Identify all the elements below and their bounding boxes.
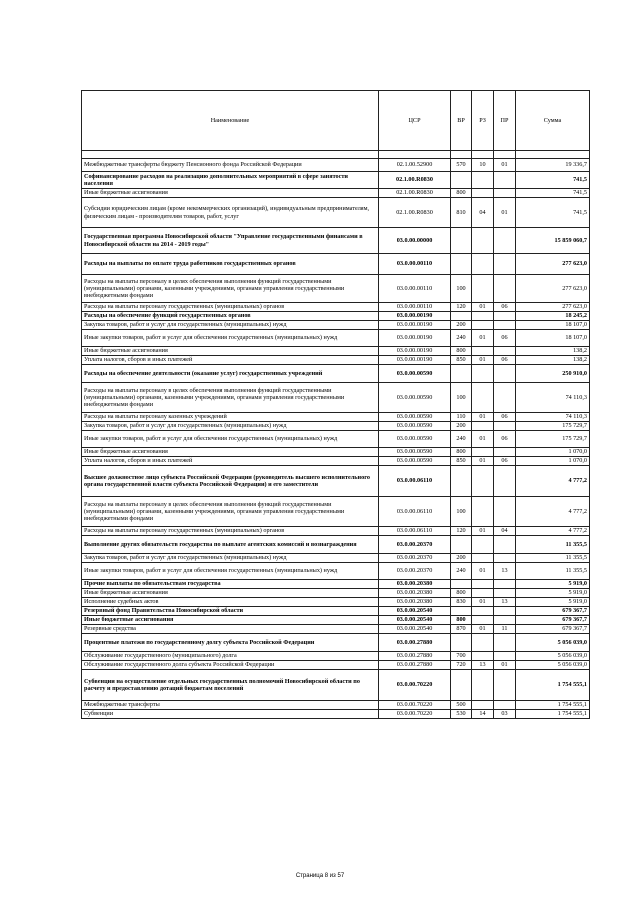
cell-rz: 01 xyxy=(472,356,494,365)
cell-csr: 03.0.00.20370 xyxy=(379,563,451,580)
table-row xyxy=(82,254,590,275)
cell-name: Софинансирование расходов на реализацию дополнительных мероприятий в сфере занятости населения xyxy=(82,172,379,189)
cell-vr: 700 xyxy=(451,652,472,661)
cell-vr: 530 xyxy=(451,710,472,719)
cell-sum: 11 355,5 xyxy=(516,536,590,554)
cell-sum: 5 056 039,0 xyxy=(516,652,590,661)
table-row xyxy=(82,554,590,563)
cell-vr: 800 xyxy=(451,448,472,457)
header-vr: ВР xyxy=(451,91,472,151)
cell-pr xyxy=(494,701,516,710)
table-row xyxy=(82,497,590,527)
cell-name: Расходы на обеспечение деятельности (оказание услуг) государственных учреждений xyxy=(82,365,379,383)
table-row xyxy=(82,356,590,365)
cell-sum: 679 367,7 xyxy=(516,616,590,625)
cell-pr: 06 xyxy=(494,413,516,422)
cell-vr: 830 xyxy=(451,598,472,607)
cell-name: Прочие выплаты по обязательствам государства xyxy=(82,580,379,589)
cell-vr: 810 xyxy=(451,198,472,228)
table-row xyxy=(82,580,590,589)
cell-rz xyxy=(472,616,494,625)
cell-pr xyxy=(494,634,516,652)
cell-vr xyxy=(451,634,472,652)
table-row xyxy=(82,189,590,198)
cell-rz: 10 xyxy=(472,159,494,172)
cell-csr: 03.0.00.06110 xyxy=(379,466,451,497)
table-row xyxy=(82,598,590,607)
cell-name: Иные закупки товаров, работ и услуг для обеспечения государственных (муниципальных) нужд xyxy=(82,431,379,448)
cell-csr: 03.0.00.20380 xyxy=(379,598,451,607)
cell-vr xyxy=(451,312,472,321)
cell-vr: 800 xyxy=(451,616,472,625)
cell-name: Высшее должностное лицо субъекта Российской Федерации (руководитель высшего исполнительного органа государственной власти субъекта Российской Федерации) и его заместители xyxy=(82,466,379,497)
cell-csr: 03.0.00.70220 xyxy=(379,710,451,719)
budget-table xyxy=(81,90,590,719)
cell-csr: 03.0.00.00190 xyxy=(379,356,451,365)
cell-vr: 240 xyxy=(451,563,472,580)
cell-csr: 03.0.00.00590 xyxy=(379,422,451,431)
cell-rz xyxy=(472,312,494,321)
cell-name: Государственная программа Новосибирской области "Управление государственными финансами в Новосибирской области на 2014 - 2019 годы" xyxy=(82,228,379,254)
cell-csr: 02.1.00.R0830 xyxy=(379,198,451,228)
table-row xyxy=(82,228,590,254)
cell-name: Иные бюджетные ассигнования xyxy=(82,347,379,356)
cell-vr: 850 xyxy=(451,457,472,466)
cell-sum: 741,5 xyxy=(516,189,590,198)
cell-csr: 03.0.00.00590 xyxy=(379,448,451,457)
cell-name: Расходы на выплаты персоналу в целях обеспечения выполнения функций государственными (муниципальными) органами, казенными учреждениями, органами управления государственными внебюджетными фондами xyxy=(82,383,379,413)
table-row xyxy=(82,466,590,497)
cell-pr xyxy=(494,670,516,701)
cell-name: Субвенции xyxy=(82,710,379,719)
cell-rz: 01 xyxy=(472,598,494,607)
cell-csr: 03.0.00.00110 xyxy=(379,303,451,312)
cell-sum: 741,5 xyxy=(516,172,590,189)
cell-name: Расходы на выплаты персоналу государственных (муниципальных) органов xyxy=(82,303,379,312)
table-row xyxy=(82,701,590,710)
table-row xyxy=(82,330,590,347)
table-row xyxy=(82,321,590,330)
cell-sum: 277 623,0 xyxy=(516,254,590,275)
cell-rz xyxy=(472,365,494,383)
cell-name: Закупка товаров, работ и услуг для государственных (муниципальных) нужд xyxy=(82,422,379,431)
cell-pr: 06 xyxy=(494,303,516,312)
cell-rz xyxy=(472,634,494,652)
cell-vr xyxy=(451,466,472,497)
cell-name: Расходы на обеспечение функций государственных органов xyxy=(82,312,379,321)
cell-vr: 240 xyxy=(451,330,472,347)
cell-pr xyxy=(494,172,516,189)
cell-csr: 03.0.00.00190 xyxy=(379,330,451,347)
cell-rz xyxy=(472,254,494,275)
table-row xyxy=(82,303,590,312)
table-header-row xyxy=(82,91,590,151)
cell-vr: 870 xyxy=(451,625,472,634)
cell-rz: 01 xyxy=(472,563,494,580)
cell-pr: 01 xyxy=(494,159,516,172)
cell-pr: 06 xyxy=(494,356,516,365)
cell-pr xyxy=(494,589,516,598)
cell-vr: 800 xyxy=(451,347,472,356)
cell-csr: 03.0.00.00110 xyxy=(379,275,451,303)
cell-rz xyxy=(472,701,494,710)
cell-sum: 5 056 039,0 xyxy=(516,661,590,670)
table-row xyxy=(82,431,590,448)
cell-pr xyxy=(494,652,516,661)
table-row xyxy=(82,172,590,189)
table-row xyxy=(82,670,590,701)
table-row xyxy=(82,563,590,580)
cell-pr xyxy=(494,383,516,413)
cell-vr xyxy=(451,254,472,275)
page-number: Страница 8 из 57 xyxy=(295,873,345,879)
cell-csr: 03.0.00.27880 xyxy=(379,634,451,652)
cell-sum: 5 919,0 xyxy=(516,580,590,589)
cell-pr xyxy=(494,254,516,275)
table-row xyxy=(82,589,590,598)
cell-name: Уплата налогов, сборов и иных платежей xyxy=(82,356,379,365)
cell-sum: 175 729,7 xyxy=(516,422,590,431)
cell-vr: 500 xyxy=(451,701,472,710)
cell-csr: 03.0.00.27880 xyxy=(379,661,451,670)
cell-vr: 850 xyxy=(451,356,472,365)
cell-vr xyxy=(451,580,472,589)
cell-sum: 5 919,0 xyxy=(516,589,590,598)
cell-name: Расходы на выплаты персоналу в целях обеспечения выполнения функций государственными (муниципальными) органами, казенными учреждениями, органами управления государственными внебюджетными фондами xyxy=(82,497,379,527)
cell-sum: 741,5 xyxy=(516,198,590,228)
cell-name: Субвенции на осуществление отдельных государственных полномочий Новосибирской области по расчету и предоставлению дотаций бюджетам поселений xyxy=(82,670,379,701)
cell-csr: 02.1.00.R0830 xyxy=(379,172,451,189)
cell-csr: 03.0.00.20370 xyxy=(379,536,451,554)
cell-rz: 13 xyxy=(472,661,494,670)
table-row xyxy=(82,607,590,616)
cell-name: Выполнение других обязательств государства по выплате агентских комиссий и вознаграждения xyxy=(82,536,379,554)
cell-csr: 03.0.00.70220 xyxy=(379,701,451,710)
cell-sum: 4 777,2 xyxy=(516,466,590,497)
cell-rz: 01 xyxy=(472,413,494,422)
cell-vr: 100 xyxy=(451,275,472,303)
cell-rz xyxy=(472,554,494,563)
cell-sum: 19 336,7 xyxy=(516,159,590,172)
cell-sum: 18 107,0 xyxy=(516,330,590,347)
cell-rz: 01 xyxy=(472,330,494,347)
cell-sum: 18 245,2 xyxy=(516,312,590,321)
cell-sum: 250 910,0 xyxy=(516,365,590,383)
cell-rz: 01 xyxy=(472,431,494,448)
cell-vr: 240 xyxy=(451,431,472,448)
cell-pr: 01 xyxy=(494,661,516,670)
cell-rz xyxy=(472,383,494,413)
cell-sum: 11 355,5 xyxy=(516,563,590,580)
cell-csr: 02.1.00.R0830 xyxy=(379,189,451,198)
cell-csr: 03.0.00.20540 xyxy=(379,607,451,616)
cell-sum: 5 919,0 xyxy=(516,598,590,607)
table-row xyxy=(82,625,590,634)
cell-name: Расходы на выплаты персоналу казенных учреждений xyxy=(82,413,379,422)
cell-sum: 277 623,0 xyxy=(516,303,590,312)
cell-name: Расходы на выплаты персоналу государственных (муниципальных) органов xyxy=(82,527,379,536)
cell-rz xyxy=(472,580,494,589)
cell-csr: 03.0.00.00590 xyxy=(379,383,451,413)
cell-csr: 03.0.00.20370 xyxy=(379,554,451,563)
cell-vr xyxy=(451,670,472,701)
cell-sum: 1 070,0 xyxy=(516,457,590,466)
cell-name: Иные закупки товаров, работ и услуг для обеспечения государственных (муниципальных) нужд xyxy=(82,330,379,347)
cell-sum: 4 777,2 xyxy=(516,497,590,527)
cell-pr xyxy=(494,189,516,198)
table-row xyxy=(82,198,590,228)
cell-vr: 120 xyxy=(451,303,472,312)
cell-name: Межбюджетные трансферты xyxy=(82,701,379,710)
cell-name: Иные бюджетные ассигнования xyxy=(82,189,379,198)
cell-pr xyxy=(494,365,516,383)
cell-pr xyxy=(494,497,516,527)
cell-csr: 03.0.00.20540 xyxy=(379,616,451,625)
cell-vr: 120 xyxy=(451,527,472,536)
table-row xyxy=(82,448,590,457)
cell-rz xyxy=(472,172,494,189)
cell-pr xyxy=(494,275,516,303)
table-row xyxy=(82,422,590,431)
cell-sum: 15 859 060,7 xyxy=(516,228,590,254)
cell-pr xyxy=(494,616,516,625)
cell-sum: 679 367,7 xyxy=(516,625,590,634)
cell-csr: 03.0.00.00000 xyxy=(379,228,451,254)
cell-csr: 03.0.00.20380 xyxy=(379,580,451,589)
cell-rz xyxy=(472,275,494,303)
cell-rz: 14 xyxy=(472,710,494,719)
cell-rz xyxy=(472,607,494,616)
cell-pr xyxy=(494,321,516,330)
cell-pr: 03 xyxy=(494,710,516,719)
header-spacer-row xyxy=(82,151,590,159)
cell-pr xyxy=(494,448,516,457)
table-row xyxy=(82,383,590,413)
cell-csr: 03.0.00.70220 xyxy=(379,670,451,701)
cell-pr xyxy=(494,422,516,431)
table-row xyxy=(82,536,590,554)
cell-vr: 100 xyxy=(451,497,472,527)
cell-vr xyxy=(451,607,472,616)
cell-pr: 13 xyxy=(494,563,516,580)
cell-pr: 04 xyxy=(494,527,516,536)
cell-vr: 100 xyxy=(451,383,472,413)
cell-vr xyxy=(451,536,472,554)
cell-sum: 175 729,7 xyxy=(516,431,590,448)
cell-name: Иные закупки товаров, работ и услуг для обеспечения государственных (муниципальных) нужд xyxy=(82,563,379,580)
cell-sum: 4 777,2 xyxy=(516,527,590,536)
cell-pr: 06 xyxy=(494,457,516,466)
cell-sum: 11 355,5 xyxy=(516,554,590,563)
cell-csr: 03.0.00.06110 xyxy=(379,527,451,536)
header-rz: РЗ xyxy=(472,91,494,151)
cell-rz xyxy=(472,448,494,457)
cell-csr: 03.0.00.00110 xyxy=(379,254,451,275)
cell-sum: 138,2 xyxy=(516,347,590,356)
table-row xyxy=(82,159,590,172)
cell-csr: 02.1.00.52900 xyxy=(379,159,451,172)
cell-rz xyxy=(472,589,494,598)
cell-vr xyxy=(451,365,472,383)
cell-csr: 03.0.00.00590 xyxy=(379,413,451,422)
cell-rz: 01 xyxy=(472,625,494,634)
cell-name: Закупка товаров, работ и услуг для государственных (муниципальных) нужд xyxy=(82,321,379,330)
cell-rz: 01 xyxy=(472,303,494,312)
cell-name: Обслуживание государственного (муниципального) долга xyxy=(82,652,379,661)
cell-pr: 11 xyxy=(494,625,516,634)
cell-vr: 200 xyxy=(451,554,472,563)
cell-vr xyxy=(451,172,472,189)
cell-name: Расходы на выплаты персоналу в целях обеспечения выполнения функций государственными (муниципальными) органами, казенными учреждениями, органами управления государственными внебюджетными фондами xyxy=(82,275,379,303)
cell-vr: 200 xyxy=(451,321,472,330)
cell-rz xyxy=(472,652,494,661)
cell-sum: 138,2 xyxy=(516,356,590,365)
cell-pr: 13 xyxy=(494,598,516,607)
cell-pr: 06 xyxy=(494,330,516,347)
cell-name: Иные бюджетные ассигнования xyxy=(82,589,379,598)
cell-csr: 03.0.00.00190 xyxy=(379,312,451,321)
cell-sum: 74 110,3 xyxy=(516,413,590,422)
cell-vr: 200 xyxy=(451,422,472,431)
cell-name: Расходы на выплаты по оплате труда работников государственных органов xyxy=(82,254,379,275)
cell-pr xyxy=(494,466,516,497)
cell-csr: 03.0.00.00590 xyxy=(379,431,451,448)
header-name: Наименование xyxy=(82,91,379,151)
cell-rz: 04 xyxy=(472,198,494,228)
cell-name: Иные бюджетные ассигнования xyxy=(82,448,379,457)
cell-pr xyxy=(494,228,516,254)
table-row xyxy=(82,365,590,383)
table-row xyxy=(82,634,590,652)
cell-rz xyxy=(472,189,494,198)
cell-rz xyxy=(472,670,494,701)
cell-sum: 1 754 555,1 xyxy=(516,670,590,701)
cell-name: Резервный фонд Правительства Новосибирской области xyxy=(82,607,379,616)
cell-pr xyxy=(494,312,516,321)
cell-sum: 1 754 555,1 xyxy=(516,710,590,719)
cell-sum: 74 110,3 xyxy=(516,383,590,413)
cell-pr: 06 xyxy=(494,431,516,448)
cell-name: Исполнение судебных актов xyxy=(82,598,379,607)
cell-vr: 800 xyxy=(451,189,472,198)
table-row xyxy=(82,275,590,303)
cell-vr xyxy=(451,228,472,254)
table-row xyxy=(82,527,590,536)
cell-sum: 18 107,0 xyxy=(516,321,590,330)
cell-sum: 5 056 039,0 xyxy=(516,634,590,652)
cell-rz xyxy=(472,422,494,431)
cell-rz xyxy=(472,466,494,497)
cell-pr xyxy=(494,554,516,563)
table-row xyxy=(82,457,590,466)
header-sum: Сумма xyxy=(516,91,590,151)
cell-csr: 03.0.00.00190 xyxy=(379,321,451,330)
cell-vr: 800 xyxy=(451,589,472,598)
cell-csr: 03.0.00.06110 xyxy=(379,497,451,527)
cell-sum: 277 623,0 xyxy=(516,275,590,303)
cell-sum: 679 367,7 xyxy=(516,607,590,616)
header-pr: ПР xyxy=(494,91,516,151)
table-row xyxy=(82,661,590,670)
cell-rz xyxy=(472,497,494,527)
cell-csr: 03.0.00.00590 xyxy=(379,457,451,466)
cell-vr: 570 xyxy=(451,159,472,172)
cell-pr xyxy=(494,347,516,356)
cell-rz: 01 xyxy=(472,457,494,466)
cell-csr: 03.0.00.20380 xyxy=(379,589,451,598)
cell-name: Межбюджетные трансферты бюджету Пенсионного фонда Российской Федерации xyxy=(82,159,379,172)
cell-name: Обслуживание государственного долга субъекта Российской Федерации xyxy=(82,661,379,670)
cell-pr xyxy=(494,536,516,554)
cell-name: Уплата налогов, сборов и иных платежей xyxy=(82,457,379,466)
cell-csr: 03.0.00.27880 xyxy=(379,652,451,661)
cell-pr xyxy=(494,607,516,616)
table-row xyxy=(82,413,590,422)
cell-csr: 03.0.00.00590 xyxy=(379,365,451,383)
cell-vr: 110 xyxy=(451,413,472,422)
cell-rz xyxy=(472,321,494,330)
cell-csr: 03.0.00.20540 xyxy=(379,625,451,634)
cell-pr xyxy=(494,580,516,589)
cell-sum: 1 070,0 xyxy=(516,448,590,457)
cell-name: Резервные средства xyxy=(82,625,379,634)
header-csr: ЦСР xyxy=(379,91,451,151)
cell-rz xyxy=(472,228,494,254)
cell-pr: 01 xyxy=(494,198,516,228)
cell-rz: 01 xyxy=(472,527,494,536)
cell-name: Иные бюджетные ассигнования xyxy=(82,616,379,625)
table-row xyxy=(82,312,590,321)
cell-name: Субсидии юридическим лицам (кроме некоммерческих организаций), индивидуальным предпринимателям, физическим лицам - производителям товаров, работ, услуг xyxy=(82,198,379,228)
cell-rz xyxy=(472,536,494,554)
cell-vr: 720 xyxy=(451,661,472,670)
table-row xyxy=(82,652,590,661)
table-row xyxy=(82,710,590,719)
table-row xyxy=(82,347,590,356)
cell-rz xyxy=(472,347,494,356)
table-row xyxy=(82,616,590,625)
cell-sum: 1 754 555,1 xyxy=(516,701,590,710)
cell-name: Закупка товаров, работ и услуг для государственных (муниципальных) нужд xyxy=(82,554,379,563)
cell-csr: 03.0.00.00190 xyxy=(379,347,451,356)
cell-name: Процентные платежи по государственному долгу субъекта Российской Федерации xyxy=(82,634,379,652)
